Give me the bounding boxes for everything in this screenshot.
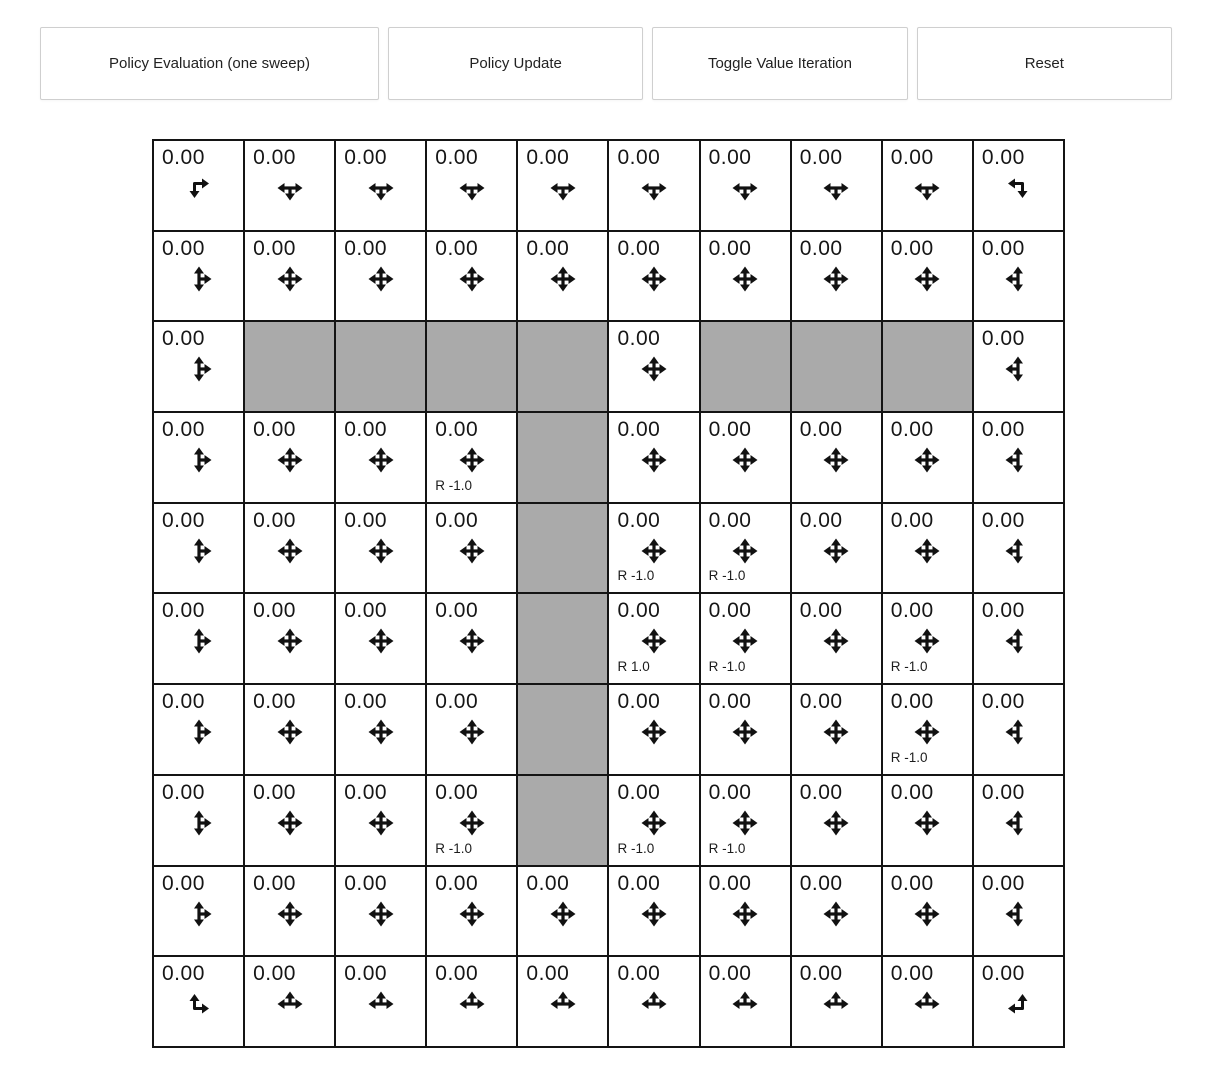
state-value: 0.00 — [799, 690, 843, 714]
grid-cell — [882, 231, 973, 322]
grid-cell — [244, 775, 335, 866]
state-value: 0.00 — [708, 236, 752, 260]
policy-arrow-left-right-down-icon — [641, 175, 667, 201]
policy-arrow-up-down-right-icon — [186, 538, 212, 564]
policy-arrow-up-down-left-right-icon — [914, 810, 940, 836]
grid-cell — [244, 866, 335, 957]
policy-arrow-up-down-left-right-icon — [277, 266, 303, 292]
grid-cell — [335, 503, 426, 594]
grid-cell — [608, 956, 699, 1047]
grid-cell — [426, 956, 517, 1047]
policy-arrow-up-down-left-right-icon — [550, 266, 576, 292]
wall-cell — [517, 684, 608, 775]
state-value: 0.00 — [890, 418, 934, 442]
state-value: 0.00 — [799, 871, 843, 895]
state-value: 0.00 — [435, 690, 479, 714]
state-value: 0.00 — [344, 780, 388, 804]
grid-cell — [973, 684, 1064, 775]
policy-arrow-up-down-left-right-icon — [823, 901, 849, 927]
state-value: 0.00 — [253, 599, 296, 623]
policy-arrow-up-down-left-icon — [1005, 266, 1031, 292]
grid-cell — [791, 503, 882, 594]
state-value: 0.00 — [890, 871, 934, 895]
wall-cell — [335, 321, 426, 412]
state-value: 0.00 — [253, 690, 296, 714]
state-value: 0.00 — [162, 508, 205, 532]
grid-cell — [153, 775, 244, 866]
reward-label: R -1.0 — [435, 477, 473, 493]
grid-cell — [700, 231, 791, 322]
grid-cell — [335, 775, 426, 866]
grid-cell — [153, 593, 244, 684]
reward-label: R 1.0 — [617, 659, 650, 675]
state-value: 0.00 — [253, 780, 296, 804]
state-value: 0.00 — [799, 780, 843, 804]
grid-cell — [335, 684, 426, 775]
state-value: 0.00 — [981, 508, 1025, 532]
policy-arrow-up-down-left-right-icon — [914, 538, 940, 564]
policy-arrow-up-down-left-icon — [1005, 538, 1031, 564]
policy-arrow-up-down-left-icon — [1005, 447, 1031, 473]
policy-arrow-up-down-left-right-icon — [368, 447, 394, 473]
policy-arrow-up-down-left-right-icon — [823, 447, 849, 473]
grid-cell — [244, 956, 335, 1047]
policy-arrow-up-down-right-icon — [186, 447, 212, 473]
state-value: 0.00 — [981, 599, 1025, 623]
policy-arrow-up-down-left-right-icon — [368, 266, 394, 292]
policy-arrow-left-right-down-icon — [277, 175, 303, 201]
wall-cell — [517, 593, 608, 684]
grid-cell — [244, 231, 335, 322]
policy-arrow-up-down-left-right-icon — [459, 538, 485, 564]
grid-cell — [700, 684, 791, 775]
policy-arrow-up-down-left-icon — [1005, 719, 1031, 745]
state-value: 0.00 — [344, 146, 388, 169]
policy-arrow-up-down-left-right-icon — [641, 719, 667, 745]
policy-update-button[interactable]: Policy Update — [388, 27, 643, 100]
policy-arrow-up-down-left-right-icon — [550, 901, 576, 927]
grid-cell — [335, 140, 426, 231]
policy-evaluation-button[interactable]: Policy Evaluation (one sweep) — [40, 27, 379, 100]
state-value: 0.00 — [162, 871, 205, 895]
state-value: 0.00 — [890, 146, 934, 169]
reward-label: R -1.0 — [435, 840, 473, 856]
grid-cell — [608, 684, 699, 775]
policy-arrow-up-down-right-icon — [186, 266, 212, 292]
state-value: 0.00 — [617, 418, 661, 442]
state-value: 0.00 — [799, 599, 843, 623]
state-value: 0.00 — [617, 508, 661, 532]
state-value: 0.00 — [162, 780, 205, 804]
grid-cell — [426, 503, 517, 594]
grid-cell — [700, 775, 791, 866]
state-value: 0.00 — [708, 508, 752, 532]
state-value: 0.00 — [617, 962, 661, 986]
state-value: 0.00 — [162, 690, 205, 714]
policy-arrow-up-down-right-icon — [186, 628, 212, 654]
reward-label: R -1.0 — [708, 659, 746, 675]
state-value: 0.00 — [344, 871, 388, 895]
grid-cell — [700, 866, 791, 957]
policy-arrow-left-right-up-icon — [732, 991, 758, 1017]
wall-cell — [517, 321, 608, 412]
grid-cell — [882, 412, 973, 503]
policy-arrow-up-down-left-right-icon — [914, 266, 940, 292]
grid-cell — [608, 866, 699, 957]
grid-cell — [973, 866, 1064, 957]
grid-cell — [153, 866, 244, 957]
state-value: 0.00 — [435, 508, 479, 532]
grid-cell — [153, 140, 244, 231]
policy-arrow-up-down-left-right-icon — [823, 628, 849, 654]
state-value: 0.00 — [253, 236, 296, 260]
state-value: 0.00 — [435, 418, 479, 442]
policy-arrow-up-down-left-right-icon — [732, 810, 758, 836]
reward-label: R -1.0 — [890, 659, 928, 675]
grid-cell — [244, 684, 335, 775]
policy-arrow-up-down-left-right-icon — [368, 901, 394, 927]
state-value: 0.00 — [162, 146, 205, 169]
grid-cell — [426, 684, 517, 775]
policy-arrow-up-down-left-right-icon — [823, 810, 849, 836]
wall-cell — [882, 321, 973, 412]
grid-cell — [791, 956, 882, 1047]
policy-arrow-up-down-left-right-icon — [368, 810, 394, 836]
grid-cell — [973, 231, 1064, 322]
state-value: 0.00 — [526, 962, 570, 986]
state-value: 0.00 — [162, 418, 205, 442]
grid-cell — [973, 775, 1064, 866]
wall-cell — [700, 321, 791, 412]
grid-cell — [973, 956, 1064, 1047]
state-value: 0.00 — [526, 236, 570, 260]
grid-cell — [335, 412, 426, 503]
policy-arrow-up-down-left-right-icon — [641, 266, 667, 292]
grid-cell — [335, 866, 426, 957]
grid-cell — [153, 412, 244, 503]
policy-arrow-up-down-left-right-icon — [732, 266, 758, 292]
grid-cell — [791, 684, 882, 775]
state-value: 0.00 — [981, 236, 1025, 260]
policy-arrow-up-down-left-right-icon — [732, 447, 758, 473]
grid-cell — [335, 956, 426, 1047]
grid-cell — [608, 593, 699, 684]
policy-arrow-up-down-left-icon — [1005, 810, 1031, 836]
state-value: 0.00 — [435, 962, 479, 986]
state-value: 0.00 — [253, 146, 296, 169]
state-value: 0.00 — [344, 418, 388, 442]
grid-cell — [517, 956, 608, 1047]
grid-cell — [244, 412, 335, 503]
policy-arrow-up-down-left-right-icon — [277, 719, 303, 745]
reward-label: R -1.0 — [617, 568, 655, 584]
grid-cell — [973, 140, 1064, 231]
grid-cell — [608, 503, 699, 594]
state-value: 0.00 — [344, 236, 388, 260]
policy-arrow-up-down-left-right-icon — [641, 628, 667, 654]
grid-cell — [244, 503, 335, 594]
state-value: 0.00 — [617, 690, 661, 714]
grid-cell — [700, 503, 791, 594]
policy-arrow-up-down-left-right-icon — [459, 810, 485, 836]
state-value: 0.00 — [708, 418, 752, 442]
state-value: 0.00 — [799, 418, 843, 442]
state-value: 0.00 — [617, 327, 661, 351]
policy-arrow-left-right-up-icon — [641, 991, 667, 1017]
state-value: 0.00 — [799, 508, 843, 532]
policy-arrow-up-down-left-right-icon — [277, 447, 303, 473]
policy-arrow-up-down-left-right-icon — [277, 628, 303, 654]
state-value: 0.00 — [435, 871, 479, 895]
grid-cell — [426, 775, 517, 866]
grid-cell — [517, 866, 608, 957]
grid-cell — [882, 684, 973, 775]
policy-arrow-left-right-up-icon — [277, 991, 303, 1017]
policy-arrow-up-down-left-right-icon — [641, 538, 667, 564]
reset-button[interactable]: Reset — [917, 27, 1172, 100]
grid-cell — [791, 231, 882, 322]
grid-cell — [153, 684, 244, 775]
grid-cell — [153, 956, 244, 1047]
grid-cell — [791, 412, 882, 503]
grid-cell — [517, 231, 608, 322]
state-value: 0.00 — [162, 327, 205, 351]
state-value: 0.00 — [799, 236, 843, 260]
policy-arrow-up-right-icon — [186, 991, 212, 1017]
state-value: 0.00 — [435, 146, 479, 169]
grid-cell — [700, 956, 791, 1047]
policy-arrow-up-down-left-right-icon — [914, 901, 940, 927]
state-value: 0.00 — [435, 780, 479, 804]
policy-arrow-left-right-down-icon — [368, 175, 394, 201]
policy-arrow-up-down-left-right-icon — [459, 447, 485, 473]
state-value: 0.00 — [253, 418, 296, 442]
grid-cell — [973, 321, 1064, 412]
grid-cell — [608, 412, 699, 503]
grid-cell — [791, 775, 882, 866]
grid-cell — [335, 231, 426, 322]
state-value: 0.00 — [799, 146, 843, 169]
policy-arrow-up-down-left-icon — [1005, 628, 1031, 654]
policy-arrow-up-down-left-icon — [1005, 901, 1031, 927]
state-value: 0.00 — [708, 962, 752, 986]
policy-arrow-left-right-down-icon — [550, 175, 576, 201]
state-value: 0.00 — [890, 690, 934, 714]
wall-cell — [426, 321, 517, 412]
grid-cell — [700, 140, 791, 231]
grid-cell — [973, 412, 1064, 503]
state-value: 0.00 — [890, 508, 934, 532]
grid-cell — [882, 866, 973, 957]
grid-cell — [153, 321, 244, 412]
toggle-value-iteration-button[interactable]: Toggle Value Iteration — [652, 27, 907, 100]
policy-arrow-up-down-left-right-icon — [732, 901, 758, 927]
policy-arrow-up-down-left-right-icon — [641, 810, 667, 836]
grid-cell — [791, 593, 882, 684]
grid-cell — [335, 593, 426, 684]
policy-arrow-left-right-down-icon — [732, 175, 758, 201]
grid-cell — [244, 140, 335, 231]
grid-cell — [426, 866, 517, 957]
grid-cell — [244, 593, 335, 684]
grid-cell — [608, 140, 699, 231]
grid-cell — [882, 503, 973, 594]
state-value: 0.00 — [708, 871, 752, 895]
policy-arrow-up-down-left-right-icon — [277, 538, 303, 564]
policy-arrow-up-down-left-right-icon — [914, 628, 940, 654]
policy-arrow-up-down-left-right-icon — [823, 538, 849, 564]
policy-arrow-left-up-icon — [1005, 991, 1031, 1017]
state-value: 0.00 — [617, 146, 661, 169]
grid-cell — [608, 231, 699, 322]
grid-cell — [882, 140, 973, 231]
grid-cell — [426, 231, 517, 322]
grid-cell — [791, 140, 882, 231]
state-value: 0.00 — [799, 962, 843, 986]
policy-arrow-up-down-right-icon — [186, 810, 212, 836]
state-value: 0.00 — [526, 871, 570, 895]
grid-cell — [426, 593, 517, 684]
policy-arrow-up-down-left-right-icon — [459, 901, 485, 927]
policy-arrow-up-down-right-icon — [186, 719, 212, 745]
grid-cell — [153, 503, 244, 594]
wall-cell — [244, 321, 335, 412]
state-value: 0.00 — [981, 871, 1025, 895]
state-value: 0.00 — [981, 327, 1025, 351]
policy-arrow-down-right-icon — [186, 175, 212, 201]
grid-cell — [791, 866, 882, 957]
state-value: 0.00 — [708, 780, 752, 804]
policy-arrow-up-down-left-right-icon — [732, 719, 758, 745]
state-value: 0.00 — [981, 780, 1025, 804]
state-value: 0.00 — [344, 690, 388, 714]
reward-label: R -1.0 — [708, 840, 746, 856]
grid-cell — [700, 412, 791, 503]
grid-cell — [608, 775, 699, 866]
grid-cell — [153, 231, 244, 322]
reward-label: R -1.0 — [890, 749, 928, 765]
policy-arrow-up-down-left-right-icon — [368, 628, 394, 654]
policy-arrow-left-right-down-icon — [459, 175, 485, 201]
toolbar — [40, 27, 1172, 100]
state-value: 0.00 — [617, 599, 661, 623]
grid-cell — [700, 593, 791, 684]
policy-arrow-left-right-down-icon — [914, 175, 940, 201]
state-value: 0.00 — [253, 871, 296, 895]
grid-cell — [973, 503, 1064, 594]
state-value: 0.00 — [162, 599, 205, 623]
state-value: 0.00 — [344, 962, 388, 986]
grid-cell — [608, 321, 699, 412]
state-value: 0.00 — [708, 599, 752, 623]
policy-arrow-up-down-left-right-icon — [459, 628, 485, 654]
state-value: 0.00 — [162, 236, 205, 260]
state-value: 0.00 — [981, 418, 1025, 442]
policy-arrow-up-down-left-right-icon — [914, 447, 940, 473]
grid-cell — [882, 593, 973, 684]
state-value: 0.00 — [344, 508, 388, 532]
state-value: 0.00 — [344, 599, 388, 623]
policy-arrow-up-down-left-icon — [1005, 356, 1031, 382]
policy-arrow-left-right-up-icon — [459, 991, 485, 1017]
policy-arrow-left-right-up-icon — [368, 991, 394, 1017]
policy-arrow-up-down-left-right-icon — [641, 447, 667, 473]
grid-cell — [517, 140, 608, 231]
state-value: 0.00 — [253, 508, 296, 532]
policy-arrow-up-down-left-right-icon — [277, 901, 303, 927]
policy-arrow-left-right-up-icon — [914, 991, 940, 1017]
grid-cell — [882, 956, 973, 1047]
reward-label: R -1.0 — [617, 840, 655, 856]
policy-arrow-up-down-right-icon — [186, 901, 212, 927]
state-value: 0.00 — [708, 690, 752, 714]
state-value: 0.00 — [890, 780, 934, 804]
policy-arrow-up-down-left-right-icon — [459, 266, 485, 292]
policy-arrow-up-down-left-right-icon — [823, 719, 849, 745]
policy-arrow-up-down-left-right-icon — [914, 719, 940, 745]
policy-arrow-left-right-up-icon — [823, 991, 849, 1017]
state-value: 0.00 — [981, 146, 1025, 169]
state-value: 0.00 — [435, 599, 479, 623]
grid-cell — [426, 412, 517, 503]
state-value: 0.00 — [890, 599, 934, 623]
policy-arrow-up-down-right-icon — [186, 356, 212, 382]
policy-arrow-up-down-left-right-icon — [641, 901, 667, 927]
wall-cell — [517, 412, 608, 503]
state-value: 0.00 — [617, 236, 661, 260]
policy-arrow-left-down-icon — [1005, 175, 1031, 201]
policy-arrow-up-down-left-right-icon — [641, 356, 667, 382]
policy-arrow-up-down-left-right-icon — [732, 628, 758, 654]
state-value: 0.00 — [162, 962, 205, 986]
grid-cell — [973, 593, 1064, 684]
state-value: 0.00 — [435, 236, 479, 260]
state-value: 0.00 — [890, 236, 934, 260]
grid-cell — [426, 140, 517, 231]
state-value: 0.00 — [981, 962, 1025, 986]
state-value: 0.00 — [708, 146, 752, 169]
state-value: 0.00 — [981, 690, 1025, 714]
gridworld — [152, 139, 1065, 1048]
policy-arrow-up-down-left-right-icon — [823, 266, 849, 292]
policy-arrow-left-right-up-icon — [550, 991, 576, 1017]
wall-cell — [791, 321, 882, 412]
wall-cell — [517, 503, 608, 594]
policy-arrow-left-right-down-icon — [823, 175, 849, 201]
policy-arrow-up-down-left-right-icon — [368, 538, 394, 564]
state-value: 0.00 — [526, 146, 570, 169]
grid-cell — [882, 775, 973, 866]
policy-arrow-up-down-left-right-icon — [732, 538, 758, 564]
policy-arrow-up-down-left-right-icon — [459, 719, 485, 745]
policy-arrow-up-down-left-right-icon — [277, 810, 303, 836]
state-value: 0.00 — [617, 780, 661, 804]
state-value: 0.00 — [617, 871, 661, 895]
state-value: 0.00 — [253, 962, 296, 986]
reward-label: R -1.0 — [708, 568, 746, 584]
wall-cell — [517, 775, 608, 866]
state-value: 0.00 — [890, 962, 934, 986]
policy-arrow-up-down-left-right-icon — [368, 719, 394, 745]
